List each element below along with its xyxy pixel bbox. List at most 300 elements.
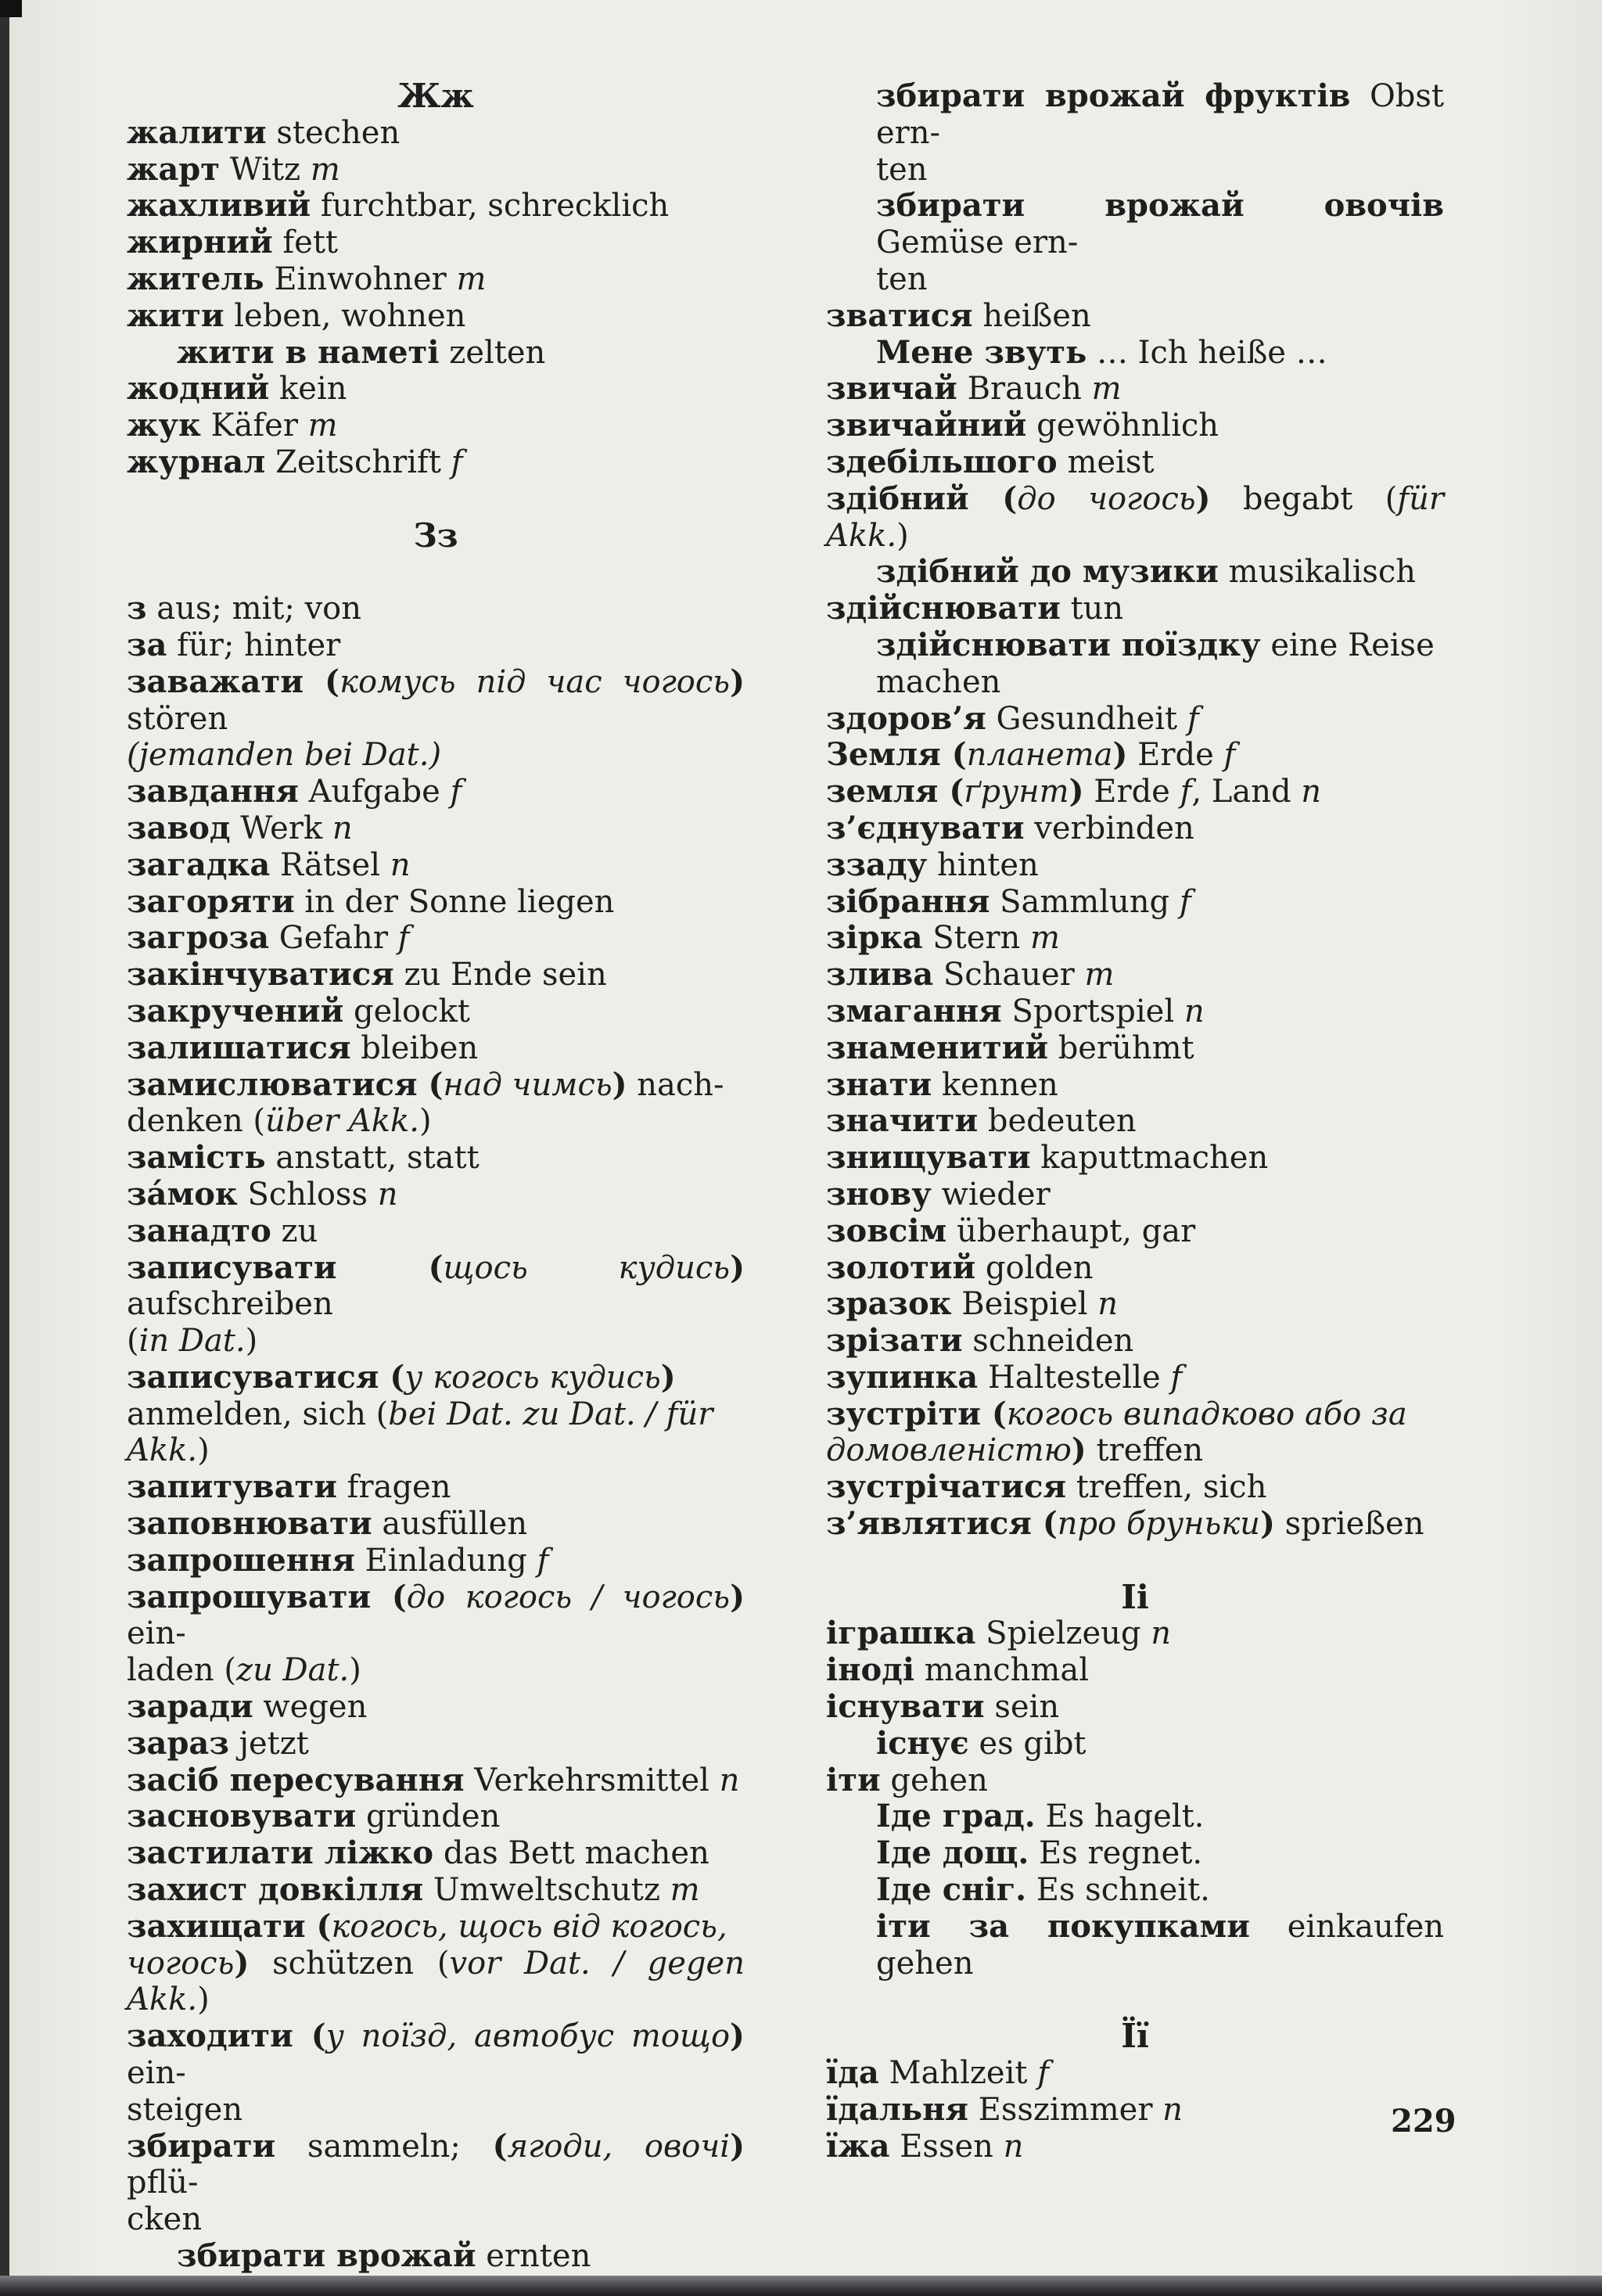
dictionary-entry <box>127 591 745 627</box>
dictionary-entry <box>826 1432 1444 1469</box>
dictionary-entry <box>127 1652 745 1689</box>
dictionary-entry <box>826 1615 1444 1652</box>
translation: begabt ( <box>1210 480 1398 517</box>
dictionary-entry <box>826 737 1444 774</box>
grammar-gender: f <box>450 774 462 810</box>
headword: застилати ліжко <box>127 1834 434 1872</box>
usage-note: щось кудись <box>443 1249 731 1286</box>
translation: ) <box>197 1982 210 2018</box>
dictionary-entry <box>826 1177 1444 1213</box>
translation: wieder <box>931 1176 1051 1213</box>
dictionary-subentry <box>826 78 1444 152</box>
dictionary-entry <box>826 1250 1444 1287</box>
left-column <box>127 78 745 2275</box>
headword: Іде дощ. <box>876 1834 1029 1872</box>
headword: здійснювати <box>826 590 1061 627</box>
translation: sein <box>984 1689 1060 1726</box>
headword: житель <box>127 260 264 297</box>
headword: заважати <box>127 663 304 700</box>
grammar-gender: f <box>1170 1359 1183 1396</box>
translation: anmelden, sich ( <box>127 1396 389 1432</box>
headword: іграшка <box>826 1615 976 1652</box>
translation: jetzt <box>228 1725 309 1762</box>
translation: Brauch <box>957 371 1092 408</box>
headword: злива <box>826 956 934 993</box>
translation: ( <box>127 1323 139 1360</box>
translation: Sportspiel <box>1001 993 1184 1029</box>
dictionary-entry <box>826 1689 1444 1726</box>
translation: Haltestelle <box>978 1359 1171 1396</box>
dictionary-entry <box>826 1469 1444 1506</box>
headword: Мене звуть <box>876 333 1087 371</box>
dictionary-entry <box>127 1140 745 1177</box>
headword: Іде град. <box>876 1798 1036 1835</box>
translation: schneiden <box>962 1323 1134 1360</box>
dictionary-entry <box>127 1432 745 1469</box>
headword: їдальня <box>826 2090 968 2128</box>
translation: zu Ende sein <box>393 957 607 993</box>
translation: sammeln; <box>275 2128 493 2165</box>
translation: gründen <box>356 1798 501 1835</box>
headword: здійснювати поїздку <box>876 626 1261 663</box>
headword-paren: ( <box>968 480 1018 517</box>
dictionary-entry <box>826 591 1444 627</box>
dictionary-entry <box>826 1103 1444 1140</box>
headword-paren: ( <box>379 1358 405 1396</box>
translation: leben, wohnen <box>224 297 466 334</box>
dictionary-entry <box>826 774 1444 810</box>
dictionary-entry <box>826 884 1444 921</box>
translation: gelockt <box>343 993 470 1029</box>
headword: здебільшого <box>826 443 1058 480</box>
grammar-gender: f <box>537 1542 549 1579</box>
dictionary-entry <box>826 408 1444 444</box>
headword-paren: ) <box>730 663 745 700</box>
dictionary-entry <box>127 371 745 408</box>
dictionary-entry <box>127 152 745 189</box>
translation: kennen <box>932 1066 1058 1103</box>
translation: Stern <box>922 920 1030 957</box>
translation: Es hagelt. <box>1035 1798 1205 1835</box>
dictionary-entry <box>127 1543 745 1579</box>
grammar-gender: f <box>1187 700 1199 737</box>
grammar-gender: f <box>1179 883 1191 920</box>
section-gap <box>127 554 745 591</box>
grammar-gender: m <box>1029 920 1060 957</box>
translation: fragen <box>336 1469 451 1506</box>
translation: Witz <box>220 151 311 188</box>
usage-note: ґрунт <box>964 774 1069 810</box>
translation: es gibt <box>968 1725 1087 1762</box>
grammar-gender: f <box>451 444 463 480</box>
dictionary-entry <box>127 115 745 152</box>
usage-note: когось випадково або за <box>1006 1396 1407 1432</box>
headword: жук <box>127 407 201 444</box>
translation: ten <box>876 151 928 188</box>
headword: жарт <box>127 150 221 188</box>
translation: überhaupt, gar <box>946 1213 1196 1249</box>
dictionary-entry <box>127 627 745 664</box>
headword-paren: ) <box>1071 1432 1087 1469</box>
headword-paren: ( <box>303 663 340 700</box>
headword: заповнювати <box>127 1505 372 1543</box>
headword-paren: ) <box>234 1944 250 1982</box>
translation: Obst ern- <box>876 78 1444 151</box>
translation: bedeuten <box>978 1103 1137 1140</box>
usage-note: когось, щось від когось, <box>331 1908 727 1945</box>
dictionary-entry <box>826 2129 1444 2165</box>
headword: збирати врожай овочів <box>876 187 1444 225</box>
usage-note: zu Dat. <box>236 1652 350 1689</box>
translation: , Land <box>1191 774 1302 810</box>
headword: збирати врожай фруктів <box>876 77 1351 114</box>
translation: Gefahr <box>269 920 398 957</box>
dictionary-entry <box>127 1360 745 1396</box>
headword: занадто <box>127 1212 271 1249</box>
headword: зустріти <box>826 1395 981 1432</box>
dictionary-entry <box>826 1762 1444 1799</box>
translation: Käfer <box>200 408 308 444</box>
dictionary-entry <box>826 664 1444 701</box>
dictionary-entry <box>127 1579 745 1653</box>
headword: жити в наметі <box>177 333 440 371</box>
headword: заради <box>127 1688 253 1726</box>
headword: з’являтися <box>826 1505 1032 1543</box>
grammar-gender: m <box>1091 371 1122 408</box>
headword: жирний <box>127 224 273 261</box>
headword: жалити <box>127 113 267 151</box>
headword: з <box>127 590 147 627</box>
headword: існувати <box>826 1688 985 1726</box>
grammar-gender: n <box>1184 993 1205 1029</box>
headword: загоряти <box>127 882 295 920</box>
dictionary-entry <box>127 1726 745 1762</box>
usage-note: ягоди, овочі <box>507 2128 731 2165</box>
dictionary-entry <box>127 1469 745 1506</box>
letter-heading: Зз <box>413 516 458 555</box>
headword: зрізати <box>826 1322 963 1360</box>
scan-bottom-edge <box>0 2276 1602 2296</box>
dictionary-subentry <box>826 335 1444 372</box>
translation: wegen <box>253 1689 368 1726</box>
translation: ) <box>349 1652 361 1689</box>
headword: звичайний <box>826 407 1027 444</box>
grammar-gender: n <box>719 1762 740 1798</box>
headword-paren: ( <box>336 1249 444 1286</box>
dictionary-subentry <box>826 1798 1444 1835</box>
translation: Gesundheit <box>986 700 1187 737</box>
headword: закінчуватися <box>127 956 394 993</box>
headword: замислюватися <box>127 1065 418 1103</box>
usage-note: bei Dat. zu Dat. / für <box>388 1396 713 1432</box>
section-gap <box>826 1982 1444 2018</box>
translation: sprießen <box>1274 1506 1424 1543</box>
dictionary-entry <box>127 1689 745 1726</box>
usage-note: in Dat. <box>138 1323 246 1360</box>
usage-note: (jemanden bei Dat.) <box>127 737 442 774</box>
dictionary-entry <box>826 2055 1444 2092</box>
scan-corner <box>0 0 22 17</box>
grammar-gender: f <box>1037 2055 1049 2092</box>
headword: зразок <box>826 1285 952 1323</box>
headword: замість <box>127 1139 266 1177</box>
headword: ззаду <box>826 846 928 883</box>
dictionary-entry <box>826 1360 1444 1396</box>
dictionary-entry <box>826 920 1444 957</box>
grammar-gender: n <box>1151 1615 1171 1652</box>
grammar-gender: m <box>1084 957 1115 993</box>
dictionary-entry <box>127 444 745 481</box>
section-gap <box>127 481 745 518</box>
translation: Aufgabe <box>298 774 451 810</box>
dictionary-entry <box>127 1909 745 1946</box>
usage-note: Akk. <box>127 1432 198 1469</box>
translation: pflü- <box>127 2165 199 2201</box>
translation: kaputtmachen <box>1030 1140 1269 1177</box>
dictionary-entry <box>826 1030 1444 1067</box>
headword: змагання <box>826 992 1002 1029</box>
grammar-gender: m <box>670 1872 700 1909</box>
grammar-gender: f <box>397 920 410 957</box>
translation: manchmal <box>914 1652 1090 1689</box>
dictionary-entry <box>127 737 745 774</box>
dictionary-entry <box>826 298 1444 335</box>
dictionary-entry <box>127 2092 745 2129</box>
headword: засіб пересування <box>127 1761 465 1798</box>
translation: anstatt, statt <box>265 1140 480 1177</box>
dictionary-entry <box>826 993 1444 1030</box>
headword: іноді <box>826 1651 915 1689</box>
headword: з’єднувати <box>826 809 1025 846</box>
dictionary-subentry <box>826 554 1444 591</box>
dictionary-entry <box>826 701 1444 738</box>
headword: захищати <box>127 1907 306 1945</box>
dictionary-entry <box>826 444 1444 481</box>
translation: Umweltschutz <box>423 1872 670 1909</box>
dictionary-entry <box>826 810 1444 847</box>
headword-paren: ( <box>305 1907 332 1945</box>
headword: збирати <box>127 2127 276 2165</box>
right-column <box>826 78 1444 2165</box>
dictionary-entry <box>127 1396 745 1433</box>
translation: schützen ( <box>249 1945 450 1982</box>
headword: звичай <box>826 370 957 408</box>
dictionary-entry <box>127 2201 745 2238</box>
dictionary-entry <box>127 2018 745 2092</box>
headword-paren: ( <box>940 736 967 774</box>
dictionary-entry <box>127 1835 745 1872</box>
usage-note: про бруньки <box>1057 1506 1260 1543</box>
headword: запрошення <box>127 1541 355 1579</box>
headword: зустрічатися <box>826 1468 1066 1506</box>
grammar-gender: n <box>390 846 411 883</box>
translation: kein <box>269 371 347 408</box>
letter-heading: Іі <box>1121 1577 1149 1616</box>
dictionary-entry <box>127 1506 745 1543</box>
usage-note: до чогось <box>1017 480 1196 517</box>
dictionary-subentry <box>826 627 1444 664</box>
dictionary-entry <box>127 1067 745 1104</box>
translation: ten <box>876 261 928 297</box>
usage-note: у поїзд, автобус тощо <box>325 2018 731 2055</box>
dictionary-entry <box>826 1213 1444 1250</box>
usage-note: über Akk. <box>265 1103 419 1140</box>
dictionary-entry <box>826 481 1444 555</box>
translation: musikalisch <box>1218 554 1417 591</box>
grammar-gender: m <box>307 408 338 444</box>
translation: steigen <box>127 2091 243 2128</box>
page-number: 229 <box>1391 2103 1457 2140</box>
headword: запитувати <box>127 1468 337 1506</box>
headword: знову <box>826 1175 932 1213</box>
dictionary-entry <box>826 371 1444 408</box>
headword: іти <box>826 1761 881 1798</box>
dictionary-entry <box>127 1946 745 2019</box>
dictionary-subentry <box>826 1835 1444 1872</box>
translation: Zeitschrift <box>265 444 451 480</box>
translation: stechen <box>266 114 400 151</box>
translation: ) <box>418 1103 432 1140</box>
dictionary-entry <box>826 1067 1444 1104</box>
dictionary-entry <box>826 957 1444 993</box>
translation: Essen <box>889 2128 1004 2165</box>
translation: eine Reise <box>1260 627 1435 663</box>
translation: Esszimmer <box>968 2091 1163 2128</box>
usage-note: до когось / чогось <box>406 1579 731 1615</box>
usage-note: у когось кудись <box>404 1359 661 1396</box>
headword: залишатися <box>127 1029 351 1066</box>
headword: Іде сніг. <box>876 1871 1027 1909</box>
headword-paren: ( <box>1031 1505 1058 1543</box>
grammar-gender: f <box>1180 774 1192 810</box>
headword-paren: ) <box>1195 480 1211 517</box>
usage-note: домовленістю <box>826 1432 1072 1469</box>
translation: gewöhnlich <box>1026 408 1219 444</box>
translation: gehen <box>880 1762 988 1798</box>
dictionary-entry <box>127 261 745 298</box>
translation: zelten <box>439 334 546 371</box>
translation: heißen <box>972 297 1091 334</box>
grammar-gender: m <box>310 151 340 188</box>
translation: Es regnet. <box>1029 1835 1203 1872</box>
headword: їда <box>826 2054 879 2092</box>
dictionary-entry <box>127 1798 745 1835</box>
headword: зватися <box>826 296 973 334</box>
headword: здібний <box>826 480 969 517</box>
headword-paren: ( <box>293 2018 326 2055</box>
dictionary-entry <box>826 847 1444 884</box>
translation: das Bett machen <box>433 1835 709 1872</box>
dictionary-subentry <box>826 1726 1444 1762</box>
headword-paren: ) <box>1112 736 1128 774</box>
headword: існує <box>876 1724 969 1762</box>
dictionary-entry <box>127 1177 745 1213</box>
headword: жодний <box>127 370 270 408</box>
headword: жити <box>127 296 224 334</box>
translation: in der Sonne liegen <box>294 883 615 920</box>
translation: hinten <box>927 846 1039 883</box>
dictionary-entry <box>127 957 745 993</box>
headword: закручений <box>127 992 344 1029</box>
dictionary-entry <box>127 664 745 738</box>
dictionary-entry <box>127 1323 745 1360</box>
headword: зірка <box>826 919 923 957</box>
letter-heading: Жж <box>397 77 474 115</box>
translation: furchtbar, schrecklich <box>311 188 670 225</box>
translation: Rätsel <box>270 846 390 883</box>
grammar-gender: n <box>1301 774 1322 810</box>
translation: Mahlzeit <box>878 2055 1038 2092</box>
translation: ausfüllen <box>372 1506 528 1543</box>
translation: machen <box>876 663 1001 700</box>
headword: завдання <box>127 773 299 810</box>
translation: ein- <box>127 2055 186 2092</box>
usage-note: над чимсь <box>443 1066 612 1103</box>
usage-note: vor Dat. / gegen Akk. <box>127 1945 745 2018</box>
headword: здоров’я <box>826 699 986 737</box>
page-binding-edge <box>0 0 9 2296</box>
translation: für; hinter <box>167 627 341 663</box>
grammar-gender: n <box>332 810 353 846</box>
translation: laden ( <box>127 1652 236 1689</box>
translation: Einladung <box>354 1542 537 1579</box>
headword: журнал <box>127 443 266 480</box>
dictionary-entry <box>826 152 1444 189</box>
headword-paren: ) <box>612 1065 627 1103</box>
headword: записувати <box>127 1249 337 1286</box>
dictionary-entry <box>127 1030 745 1067</box>
headword: зупинка <box>826 1358 979 1396</box>
translation: Werk <box>230 810 332 846</box>
translation: tun <box>1060 591 1124 627</box>
dictionary-entry <box>127 884 745 921</box>
dictionary-entry <box>127 188 745 225</box>
dictionary-entry <box>826 1506 1444 1543</box>
translation: Erde <box>1127 737 1224 774</box>
translation: Schloss <box>237 1176 378 1213</box>
translation: treffen <box>1086 1432 1204 1469</box>
dictionary-subentry <box>826 1909 1444 1982</box>
translation: bleiben <box>350 1029 479 1066</box>
translation: Spielzeug <box>975 1615 1151 1652</box>
dictionary-entry <box>826 1396 1444 1433</box>
headword: записуватися <box>127 1358 379 1396</box>
headword-paren: ( <box>417 1065 444 1103</box>
headword: здібний до музики <box>876 553 1219 591</box>
dictionary-entry <box>127 920 745 957</box>
translation: ein- <box>127 1615 186 1652</box>
headword-paren: ( <box>492 2127 508 2165</box>
translation: Beispiel <box>951 1286 1098 1323</box>
headword: Земля <box>826 736 941 774</box>
headword-paren: ) <box>730 2127 745 2165</box>
translation: Es schneit. <box>1026 1872 1210 1909</box>
dictionary-entry <box>127 1872 745 1909</box>
headword: засновувати <box>127 1798 357 1835</box>
translation: ernten <box>476 2238 591 2275</box>
headword-paren: ( <box>980 1395 1007 1432</box>
usage-note: комусь під час чогось <box>339 663 731 700</box>
translation: golden <box>975 1249 1094 1286</box>
headword: за́мок <box>127 1175 238 1213</box>
dictionary-entry <box>127 993 745 1030</box>
translation: Verkehrsmittel <box>464 1762 720 1798</box>
headword: завод <box>127 809 231 846</box>
translation: stören <box>127 700 228 737</box>
grammar-gender: f <box>1223 737 1236 774</box>
translation: cken <box>127 2201 203 2238</box>
headword: жахливий <box>127 187 311 225</box>
